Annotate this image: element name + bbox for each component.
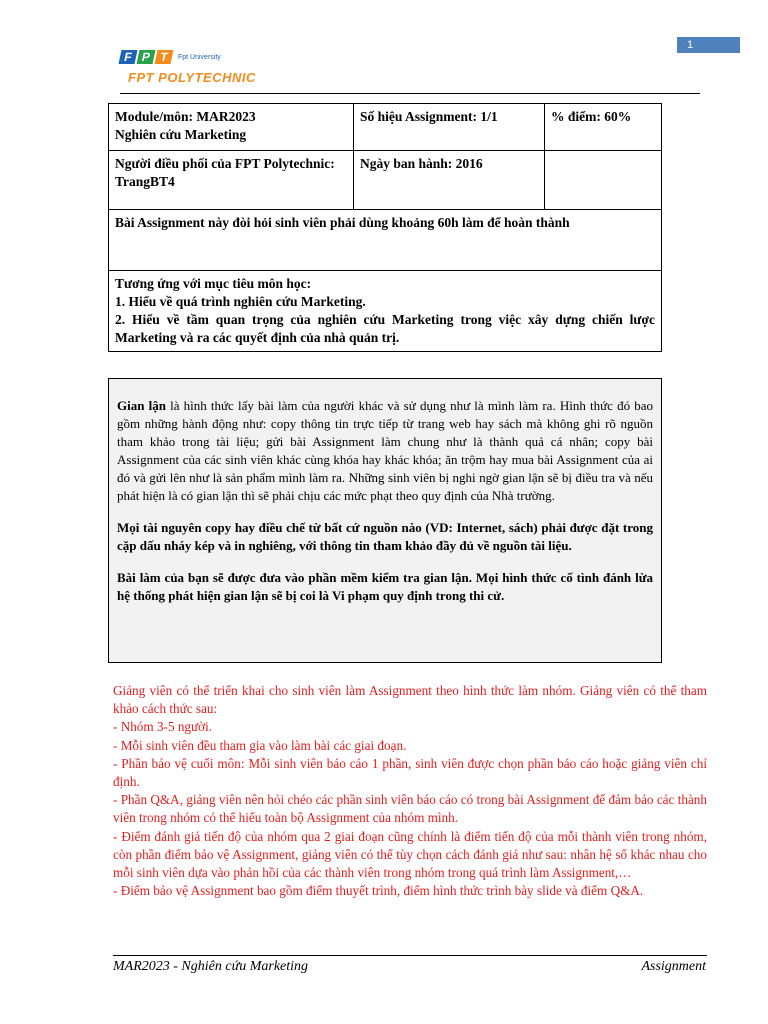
software-check-rule-text: Bài làm của bạn sẽ được đưa vào phần mềm kiểm tra gian lận. Mọi hình thức cố tình đánh lừa hệ thống phát hiện gian lận sẽ bị coi là Vi phạm quy định trong thi cử.	[117, 570, 653, 603]
list-item: - Nhóm 3-5 người.	[113, 719, 213, 735]
assignment-info-table	[108, 103, 662, 352]
software-check-rule	[117, 569, 653, 605]
plagiarism-definition	[117, 397, 653, 505]
list-item: - Phần bảo vệ cuối môn: Mỗi sinh viên báo cáo 1 phần, sinh viên được chọn phần báo cáo hoặc giảng viên chỉ định.	[113, 755, 707, 790]
page-number-badge: 1	[677, 37, 740, 53]
fpt-polytechnic-logo	[120, 48, 300, 88]
list-item: Giảng viên có thể triển khai cho sinh viên làm Assignment theo hình thức làm nhóm. Giảng viên có thể tham khảo cách thức sau:	[113, 683, 707, 717]
assignment-number-cell: Số hiệu Assignment: 1/1	[354, 104, 545, 151]
list-item: - Mỗi sinh viên đều tham gia vào làm bài các giai đoạn.	[113, 737, 407, 753]
list-item: - Điểm đánh giá tiến độ của nhóm qua 2 giai đoạn cũng chính là điểm tiến độ của mỗi thành viên trong nhóm, còn phần điểm bảo vệ Assignment, giảng viên có thể tùy chọn cách đánh giá như sau: nhân hệ số khác nhau cho mỗi sinh viên dựa vào phản hồi của các thành viên trong nhóm trong quá trình làm Assignment,…	[113, 828, 707, 881]
plagiarism-definition-text: là hình thức lấy bài làm của người khác và sử dụng như là mình làm ra. Hình thức đó bao gồm những hành động như: copy thông tin trực tiếp từ trang web hay sách mà không ghi rõ nguồn tham khảo trong tài liệu; gửi bài Assignment làm chung như là thành quả cá nhân; copy bài Assignment của các sinh viên khác cùng khóa hay khác khóa; ăn trộm hay mua bài Assignment của ai đó và gửi lên như là sản phẩm mình làm ra. Những sinh viên bị nghi ngờ gian lận sẽ bị điều tra và nếu phát hiện là có gian lận thì sẽ phải chịu các mức phạt theo quy định của Nhà trường.	[117, 398, 654, 503]
list-item: - Điểm bảo vệ Assignment bao gồm điểm thuyết trình, điểm hình thức trình bày slide và điểm Q&A.	[113, 883, 644, 899]
instructor-notes	[113, 682, 707, 900]
objectives-cell	[109, 271, 662, 352]
footer-course: MAR2023 - Nghiên cứu Marketing	[113, 959, 309, 974]
coordinator-cell: Người điều phối của FPT Polytechnic: TrangBT4	[109, 151, 354, 210]
issue-date-cell: Ngày ban hành: 2016	[354, 151, 545, 210]
table-row	[109, 210, 662, 271]
objective-item: 2. Hiểu về tầm quan trọng của nghiên cứu Marketing trong việc xây dựng chiến lược Marketing và ra các quyết định của nhà quản trị.	[115, 312, 655, 345]
table-row	[109, 104, 662, 151]
table-row	[109, 151, 662, 210]
module-name: Nghiên cứu Marketing	[115, 127, 247, 142]
citation-rule	[117, 519, 653, 555]
logo-letter-p: P	[137, 50, 156, 64]
plagiarism-term: Gian lận	[117, 398, 166, 413]
objective-item: 1. Hiểu về quá trình nghiên cứu Marketing.	[115, 294, 366, 309]
score-cell: % điểm: 60%	[545, 104, 662, 151]
logo-letter-t: T	[155, 50, 174, 64]
footer-divider	[113, 955, 707, 956]
module-code: Module/môn: MAR2023	[115, 109, 256, 124]
hours-cell: Bài Assignment này đòi hỏi sinh viên phải dùng khoảng 60h làm để hoàn thành	[109, 210, 662, 271]
fpt-letter-blocks	[120, 50, 172, 64]
empty-cell	[545, 151, 662, 210]
footer-label: Assignment	[641, 959, 706, 974]
logo-university-text: Fpt University	[178, 53, 221, 61]
plagiarism-notice-box	[108, 378, 662, 663]
table-row	[109, 271, 662, 352]
header-divider	[120, 93, 700, 94]
objectives-title: Tương ứng với mục tiêu môn học:	[115, 276, 312, 291]
list-item: - Phần Q&A, giảng viên nên hỏi chéo các phần sinh viên báo cáo có trong bài Assignment để đảm bảo các thành viên trong nhóm có thể hiểu toàn bộ Assignment của nhóm mình.	[113, 792, 707, 826]
module-cell	[109, 104, 354, 151]
citation-rule-text: Mọi tài nguyên copy hay điều chế từ bất cứ nguồn nào (VD: Internet, sách) phải được đặt trong cặp dấu nháy kép và in nghiêng, với thông tin tham khảo đầy đủ về nguồn tài liệu.	[117, 520, 653, 553]
logo-letter-f: F	[119, 50, 138, 64]
logo-name-text: FPT POLYTECHNIC	[128, 70, 256, 85]
